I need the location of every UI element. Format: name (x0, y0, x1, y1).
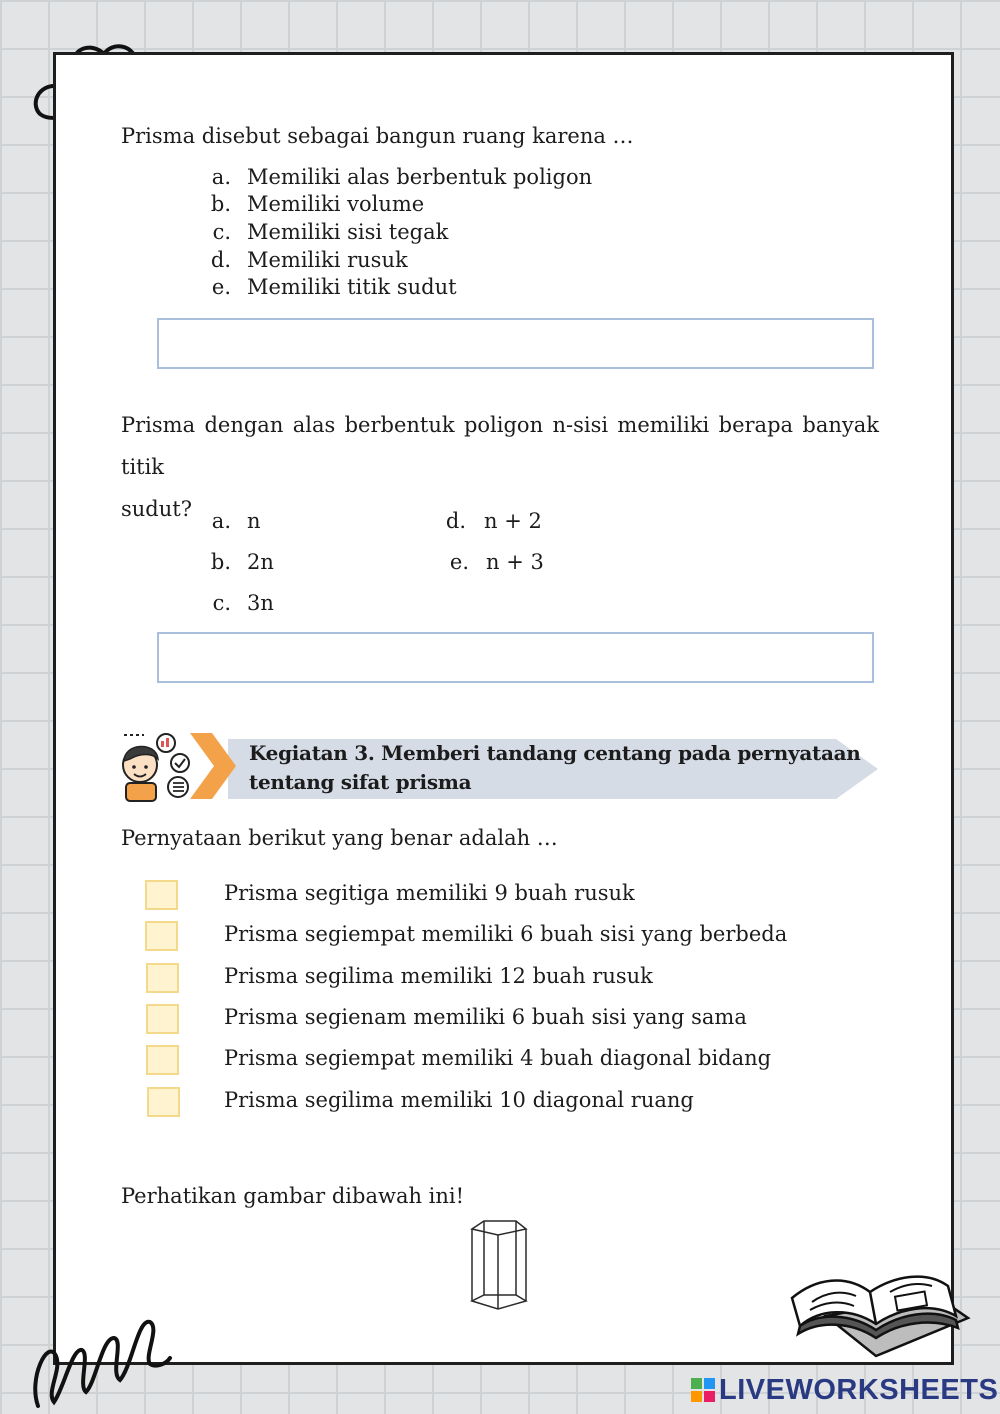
option-letter: d. (445, 509, 466, 533)
figure-prompt: Perhatikan gambar dibawah ini! (121, 1184, 465, 1208)
option-letter: a. (211, 165, 231, 189)
option-letter: e. (449, 550, 469, 574)
option-text: Memiliki volume (247, 192, 425, 216)
statement-checkbox-1[interactable] (145, 880, 178, 910)
question2-answer-input[interactable] (157, 632, 874, 683)
statements-prompt: Pernyataan berikut yang benar adalah … (121, 826, 558, 850)
question2-prompt-line2: sudut? (121, 497, 192, 521)
statement-text-6: Prisma segilima memiliki 10 diagonal ruang (224, 1088, 694, 1112)
statement-checkbox-4[interactable] (146, 1004, 179, 1034)
option-text: Memiliki sisi tegak (247, 220, 449, 244)
option-text: 3n (247, 591, 274, 615)
question1-prompt: Prisma disebut sebagai bangun ruang karena … (121, 124, 634, 148)
option-text: n + 3 (486, 550, 544, 574)
logo-mark-icon (690, 1377, 716, 1403)
option-letter: c. (212, 220, 231, 244)
statement-checkbox-5[interactable] (146, 1045, 179, 1075)
question2-option-c (207, 590, 407, 616)
option-text: 2n (247, 550, 274, 574)
loops-decoration (28, 1308, 173, 1412)
option-text: n (247, 509, 261, 533)
question2-option-e (445, 549, 645, 575)
question1-option-e (207, 274, 607, 300)
question1-option-c (207, 219, 607, 245)
option-letter: e. (211, 275, 231, 299)
chevron-right-icon (190, 733, 238, 799)
question2-prompt-line1: Prisma dengan alas berbentuk poligon n-sisi memiliki berapa banyak titik (121, 413, 879, 479)
statement-text-5: Prisma segiempat memiliki 4 buah diagonal bidang (224, 1046, 772, 1070)
question1-option-d (207, 247, 607, 273)
question1-option-a (207, 164, 607, 190)
pentagonal-prism-figure (466, 1217, 532, 1315)
question1-option-b (207, 191, 607, 217)
statement-text-1: Prisma segitiga memiliki 9 buah rusuk (224, 881, 635, 905)
statement-checkbox-2[interactable] (145, 921, 178, 951)
statement-text-3: Prisma segilima memiliki 12 buah rusuk (224, 964, 653, 988)
question1-answer-input[interactable] (157, 318, 874, 369)
statement-checkbox-3[interactable] (146, 963, 179, 993)
option-text: n + 2 (484, 509, 542, 533)
option-letter: a. (211, 509, 231, 533)
question2-option-d (442, 508, 642, 534)
activity-title-line2: tentang sifat prisma (249, 770, 472, 794)
statement-checkbox-6[interactable] (147, 1087, 180, 1117)
question2-option-b (207, 549, 407, 575)
option-letter: b. (210, 192, 231, 216)
liveworksheets-logo (690, 1372, 998, 1408)
statement-text-2: Prisma segiempat memiliki 6 buah sisi yang berbeda (224, 922, 788, 946)
logo-text: LIVEWORKSHEETS (719, 1373, 999, 1406)
activity-title (249, 739, 861, 797)
activity-title-line1: Kegiatan 3. Memberi tandang centang pada pernyataan (249, 741, 861, 765)
question2-option-a (207, 508, 407, 534)
student-illustration-icon (118, 731, 192, 803)
option-text: Memiliki rusuk (247, 248, 408, 272)
option-letter: c. (212, 591, 231, 615)
option-letter: d. (210, 248, 231, 272)
books-decoration (786, 1256, 972, 1366)
option-text: Memiliki titik sudut (247, 275, 457, 299)
statement-text-4: Prisma segienam memiliki 6 buah sisi yang sama (224, 1005, 747, 1029)
option-letter: b. (210, 550, 231, 574)
option-text: Memiliki alas berbentuk poligon (247, 165, 593, 189)
